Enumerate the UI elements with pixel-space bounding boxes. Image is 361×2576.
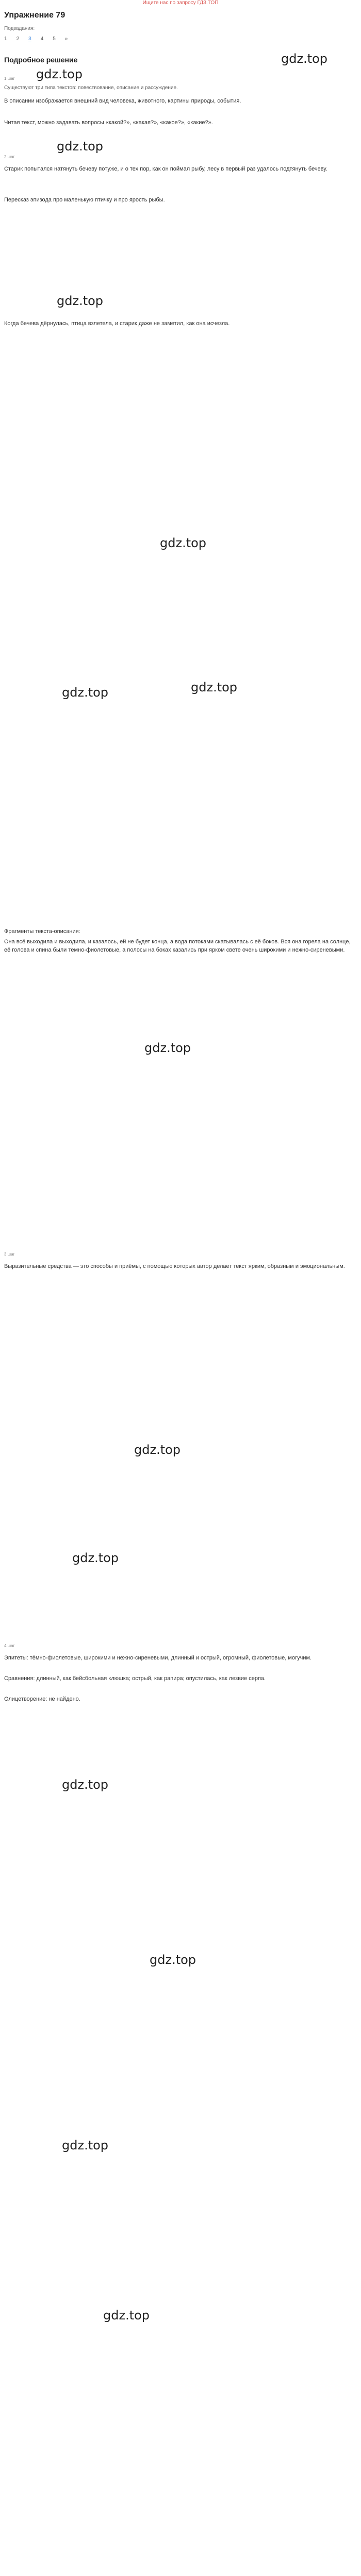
subtask-pager xyxy=(4,36,68,42)
watermark: gdz.top xyxy=(57,294,104,308)
paragraph: Пересказ эпизода про маленькую птичку и про ярость рыбы. xyxy=(4,197,165,203)
paragraph: Эпитеты: тёмно-фиолетовые, широкими и нежно-сиреневыми, длинный и острый, огромный, фиолетовые, могучим. xyxy=(4,1655,312,1661)
site-banner: Ищите нас по запросу ГДЗ.ТОП xyxy=(142,0,219,6)
watermark: gdz.top xyxy=(36,67,83,81)
watermark: gdz.top xyxy=(134,1443,181,1457)
paragraph: Олицетворение: не найдено. xyxy=(4,1696,80,1702)
paragraph: Она всё выходила и выходила, и казалось, ей не будет конца, а вода потоками скатывалась с её боков. Вся она горела на солнце, её голова и спина были тёмно-фиолетовые, а полосы на боках казались при ярком свете очень широкими и нежно-сиреневыми. xyxy=(4,939,351,953)
subtask-1[interactable]: 1 xyxy=(4,36,7,42)
paragraph: Фрагменты текста-описания: xyxy=(4,928,80,935)
paragraph: В описании изображается внешний вид человека, животного, картины природы, события. xyxy=(4,98,241,104)
watermark: gdz.top xyxy=(150,1953,196,1967)
watermark: gdz.top xyxy=(72,1551,119,1565)
watermark: gdz.top xyxy=(160,536,207,550)
watermark: gdz.top xyxy=(144,1041,191,1055)
watermark: gdz.top xyxy=(57,139,104,154)
subtask-5[interactable]: 5 xyxy=(53,36,56,42)
subtask-2[interactable]: 2 xyxy=(16,36,20,42)
page-title: Упражнение 79 xyxy=(4,11,65,20)
section-heading: Подробное решение xyxy=(4,56,78,64)
paragraph: Старик попытался натянуть бечеву потуже, и о тех пор, как он поймал рыбу, лесу в первый раз удалось подтянуть бечеву. xyxy=(4,166,327,172)
watermark: gdz.top xyxy=(191,680,238,694)
paragraph: Когда бечева дёрнулась, птица взлетела, и старик даже не заметил, как она исчезла. xyxy=(4,320,230,327)
watermark: gdz.top xyxy=(62,2138,109,2153)
watermark: gdz.top xyxy=(281,52,328,66)
subtasks-label: Подзадания: xyxy=(4,26,35,31)
watermark: gdz.top xyxy=(103,2308,150,2323)
watermark: gdz.top xyxy=(62,1777,109,1792)
paragraph: Читая текст, можно задавать вопросы «какой?», «какая?», «какое?», «какие?». xyxy=(4,120,213,126)
step-label: 3 шаг xyxy=(4,1252,15,1257)
step-label: 4 шаг xyxy=(4,1643,15,1648)
step-label: 1 шаг xyxy=(4,76,15,81)
watermark: gdz.top xyxy=(62,685,109,700)
subtask-4[interactable]: 4 xyxy=(40,36,44,42)
paragraph: Сравнения: длинный, как бейсбольная клюшка; острый, как рапира; опустилась, как лезвие серпа. xyxy=(4,1675,266,1682)
subtask-next[interactable]: » xyxy=(64,36,68,42)
subtask-3[interactable]: 3 xyxy=(28,36,31,42)
paragraph: Существуют три типа текстов: повествование, описание и рассуждение. xyxy=(4,85,178,91)
paragraph: Выразительные средства — это способы и приёмы, с помощью которых автор делает текст ярким, образным и эмоциональным. xyxy=(4,1263,345,1269)
step-label: 2 шаг xyxy=(4,155,15,159)
